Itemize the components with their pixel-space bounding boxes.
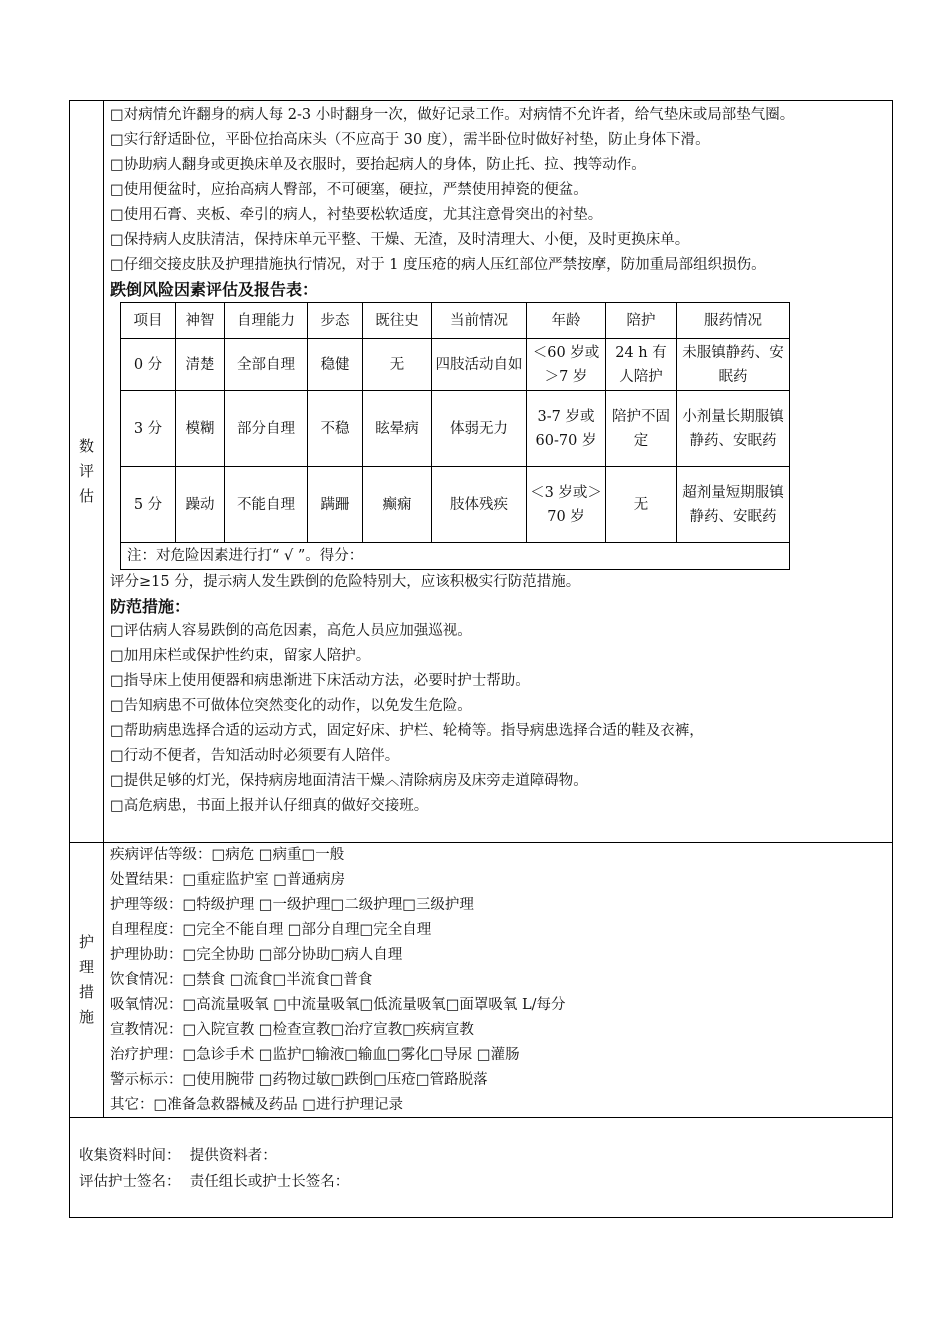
table-cell: 肢体残疾 <box>432 467 527 543</box>
label-char: 估 <box>78 487 94 505</box>
signature-section <box>70 1118 892 1217</box>
header-cell: 服药情况 <box>677 303 790 339</box>
table-cell: 全部自理 <box>225 339 308 391</box>
table-cell: 眩晕病 <box>363 391 432 467</box>
warning-line: 警示标示：□使用腕带 □药物过敏□跌倒□压疮□管路脱落 <box>110 1072 488 1088</box>
label-char: 施 <box>78 1008 94 1026</box>
table-cell: 0 分 <box>121 339 176 391</box>
table-note-row <box>121 543 790 570</box>
table-cell: 模糊 <box>176 391 225 467</box>
diet-line: 饮食情况：□禁食 □流食□半流食□普食 <box>110 972 373 988</box>
header-cell: 既往史 <box>363 303 432 339</box>
table-cell: 癫痫 <box>363 467 432 543</box>
table-cell: 稳健 <box>308 339 363 391</box>
pressure-item: □对病情允许翻身的病人每 2-3 小时翻身一次，做好记录工作。对病情不允许者，给气垫床或局部垫气圈。 <box>110 107 795 123</box>
fall-risk-table <box>120 302 790 570</box>
table-cell: 体弱无力 <box>432 391 527 467</box>
table-cell: 3 分 <box>121 391 176 467</box>
table-cell: 部分自理 <box>225 391 308 467</box>
nursing-content <box>110 843 884 1118</box>
care-assist-line: 护理协助：□完全协助 □部分协助□病人自理 <box>110 947 403 963</box>
header-cell: 当前情况 <box>432 303 527 339</box>
table-cell: ＜60 岁或＞7 岁 <box>527 339 606 391</box>
table-cell: 清楚 <box>176 339 225 391</box>
table-cell: 3-7 岁或60-70 岁 <box>527 391 606 467</box>
table-cell: 5 分 <box>121 467 176 543</box>
table-cell: 24 h 有人陪护 <box>606 339 677 391</box>
header-cell: 自理能力 <box>225 303 308 339</box>
table-cell: 陪护不固定 <box>606 391 677 467</box>
table-cell: ＜3 岁或＞70 岁 <box>527 467 606 543</box>
table-header-row <box>121 303 790 339</box>
header-cell: 陪护 <box>606 303 677 339</box>
prevent-item: □提供足够的灯光，保持病房地面清洁干燥︿清除病房及床旁走道障碍物。 <box>110 773 588 789</box>
score-note: 评分≥15 分，提示病人发生跌倒的危险特别大，应该积极实行防范措施。 <box>110 574 581 590</box>
prevent-item: □帮助病患选择合适的运动方式，固定好床、护栏、轮椅等。指导病患选择合适的鞋及衣裤， <box>110 723 704 739</box>
pressure-item: □协助病人翻身或更换床单及衣服时，要抬起病人的身体，防止托、拉、拽等动作。 <box>110 157 646 173</box>
table-cell: 四肢活动自如 <box>432 339 527 391</box>
self-care-line: 自理程度：□完全不能自理 □部分自理□完全自理 <box>110 922 432 938</box>
pressure-item: □使用石膏、夹板、牵引的病人，衬垫要松软适度，尤其注意骨突出的衬垫。 <box>110 207 603 223</box>
label-char: 评 <box>78 462 94 480</box>
care-level-line: 护理等级：□特级护理 □一级护理□二级护理□三级护理 <box>110 897 474 913</box>
table-cell: 不能自理 <box>225 467 308 543</box>
collect-time-line: 收集资料时间： 提供资料者： <box>79 1148 277 1164</box>
pressure-item: □实行舒适卧位，平卧位抬高床头（不应高于 30 度），需半卧位时做好衬垫，防止身体下滑。 <box>110 132 710 148</box>
pressure-item: □仔细交接皮肤及护理措施执行情况，对于 1 度压疮的病人压红部位严禁按摩，防加重局部组织损伤。 <box>110 257 766 273</box>
oxygen-line: 吸氧情况：□高流量吸氧 □中流量吸氧□低流量吸氧□面罩吸氧 L/每分 <box>110 997 566 1013</box>
label-char: 数 <box>78 437 94 455</box>
prevent-item: □告知病患不可做体位突然变化的动作，以免发生危险。 <box>110 698 472 714</box>
table-cell: 未服镇静药、安眠药 <box>677 339 790 391</box>
table-note: 注：对危险因素进行打“ √ ”。得分： <box>121 543 790 570</box>
prevent-item: □高危病患，书面上报并认仔细真的做好交接班。 <box>110 798 429 814</box>
signature-line: 评估护士签名： 责任组长或护士长签名： <box>79 1174 350 1190</box>
header-cell: 步态 <box>308 303 363 339</box>
table-cell: 小剂量长期服镇静药、安眠药 <box>677 391 790 467</box>
table-row <box>121 467 790 543</box>
fall-risk-title: 跌倒风险因素评估及报告表： <box>110 280 319 299</box>
nursing-section <box>70 843 892 1118</box>
table-cell: 无 <box>606 467 677 543</box>
assessment-content <box>110 103 884 819</box>
prevent-item: □加用床栏或保护性约束，留家人陪护。 <box>110 648 371 664</box>
header-cell: 年龄 <box>527 303 606 339</box>
table-cell: 蹒跚 <box>308 467 363 543</box>
prevent-item: □评估病人容易跌倒的高危因素，高危人员应加强巡视。 <box>110 623 472 639</box>
assessment-section <box>70 101 892 843</box>
pressure-item: □使用便盆时，应抬高病人臀部，不可硬塞，硬拉，严禁使用掉瓷的便盆。 <box>110 182 588 198</box>
treatment-line: 治疗护理：□急诊手术 □监护□输液□输血□雾化□导尿 □灌肠 <box>110 1047 520 1063</box>
label-char: 措 <box>78 983 94 1001</box>
prevent-item: □指导床上使用便器和病患渐进下床活动方法，必要时护士帮助。 <box>110 673 530 689</box>
label-char: 护 <box>78 933 94 951</box>
header-cell: 项目 <box>121 303 176 339</box>
prevent-title: 防范措施： <box>110 597 191 616</box>
prevent-item: □行动不便者，告知活动时必须要有人陪伴。 <box>110 748 400 764</box>
table-cell: 躁动 <box>176 467 225 543</box>
disease-level-line: 疾病评估等级：□病危 □病重□一般 <box>110 847 345 863</box>
table-cell: 超剂量短期服镇静药、安眠药 <box>677 467 790 543</box>
pressure-item: □保持病人皮肤清洁，保持床单元平整、干燥、无渣，及时清理大、小便，及时更换床单。 <box>110 232 690 248</box>
disposition-line: 处置结果：□重症监护室 □普通病房 <box>110 872 346 888</box>
label-char: 理 <box>78 958 94 976</box>
assessment-label <box>70 101 104 842</box>
nursing-label <box>70 843 104 1117</box>
header-cell: 神智 <box>176 303 225 339</box>
education-line: 宣教情况：□入院宣教 □检查宣教□治疗宣教□疾病宣教 <box>110 1022 474 1038</box>
table-cell: 不稳 <box>308 391 363 467</box>
table-cell: 无 <box>363 339 432 391</box>
table-row <box>121 391 790 467</box>
other-line: 其它：□准备急救器械及药品 □进行护理记录 <box>110 1097 404 1113</box>
assessment-form <box>69 100 893 1218</box>
table-row <box>121 339 790 391</box>
